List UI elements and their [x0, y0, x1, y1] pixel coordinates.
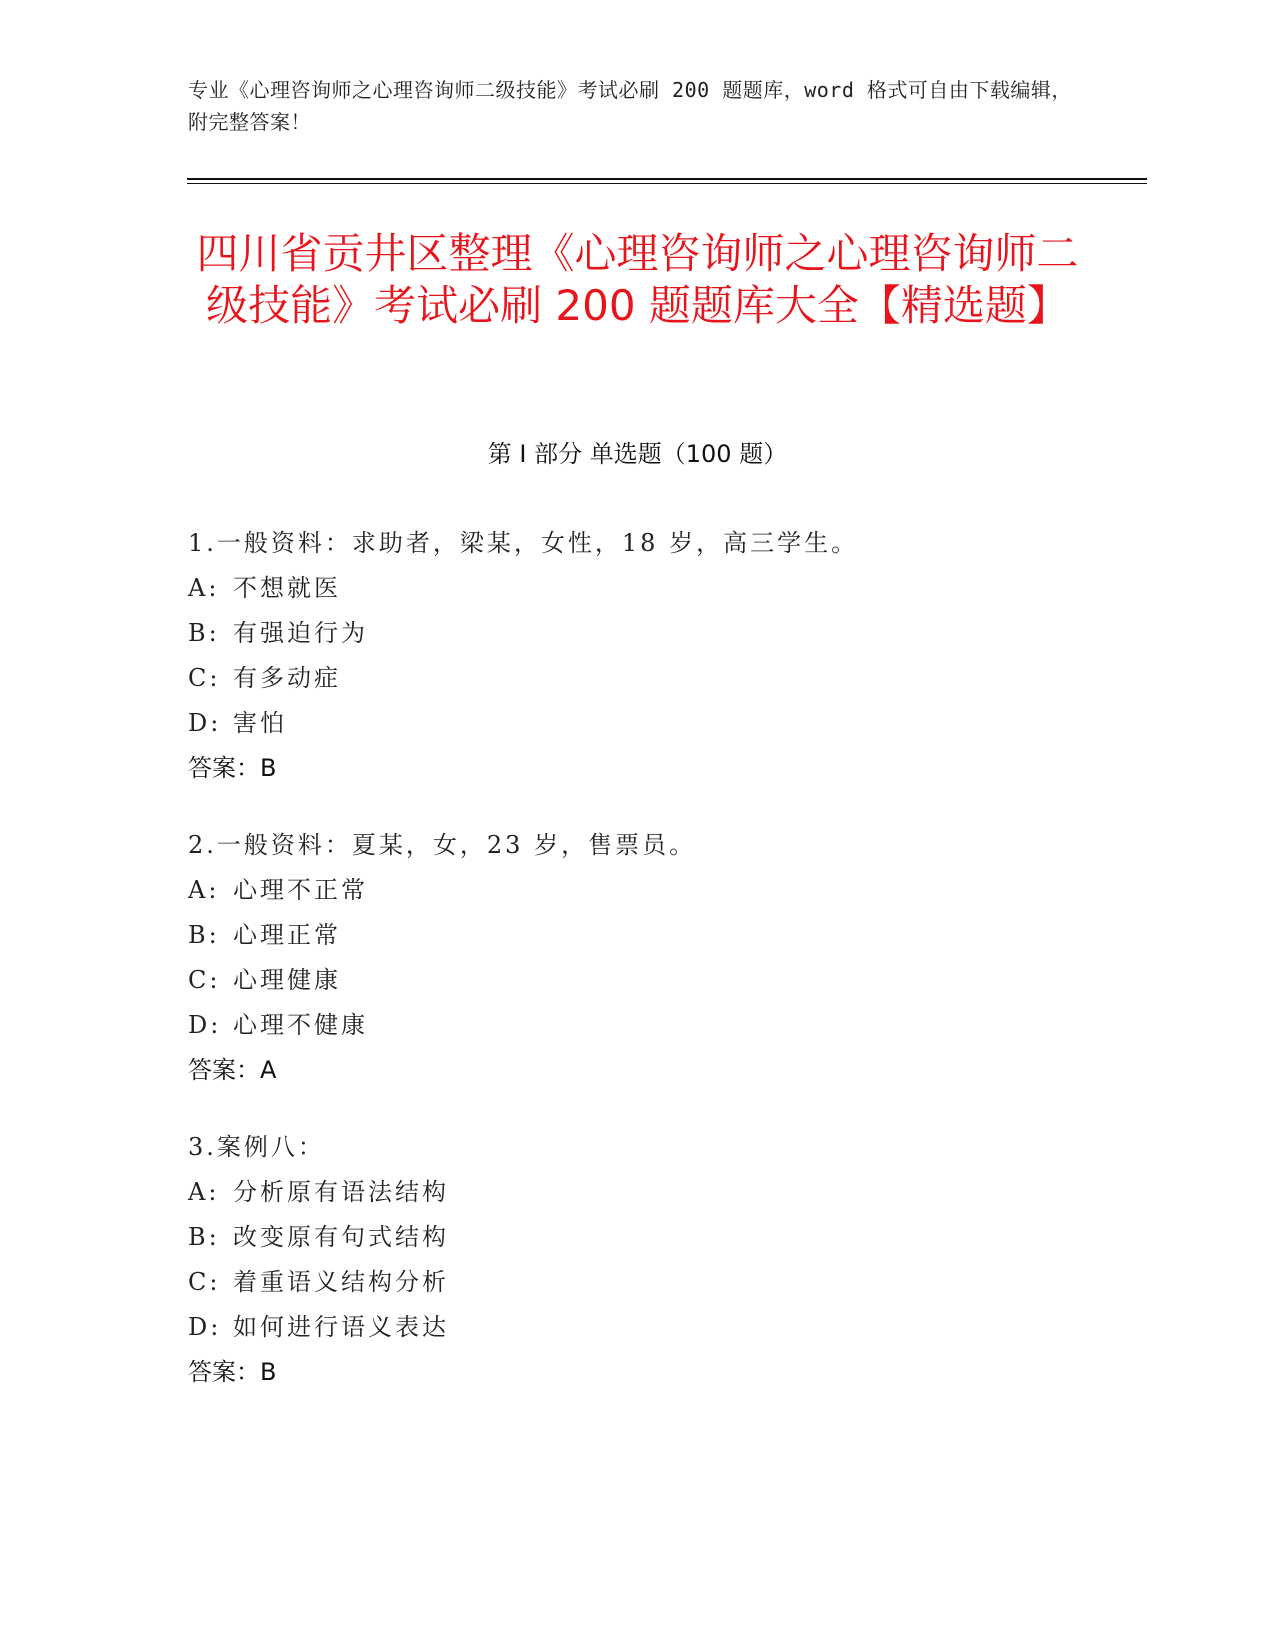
- option-text: 心理健康: [233, 966, 341, 994]
- option-d: [188, 1312, 1148, 1357]
- answer: 答案：B: [188, 1358, 277, 1386]
- option-key: C:: [188, 966, 221, 994]
- option-c: [188, 663, 1148, 708]
- option-key: C:: [188, 1268, 221, 1296]
- option-text: 心理不健康: [233, 1011, 368, 1039]
- question-list: [188, 528, 1148, 1434]
- option-key: B:: [188, 1223, 220, 1251]
- option-key: B:: [188, 921, 220, 949]
- header-rule-thin: [187, 183, 1147, 184]
- question-stem: 2.一般资料：夏某，女，23 岁，售票员。: [188, 831, 697, 859]
- question-2: [188, 830, 1148, 1085]
- option-key: A:: [188, 1178, 220, 1206]
- section-heading: 第 I 部分 单选题（100 题）: [487, 440, 788, 468]
- option-key: B:: [188, 619, 220, 647]
- answer: 答案：B: [188, 754, 277, 782]
- option-text: 着重语义结构分析: [233, 1268, 449, 1296]
- question-3: [188, 1132, 1148, 1387]
- document-title: 四川省贡井区整理《心理咨询师之心理咨询师二级技能》考试必刷 200 题题库大全【精选题】: [196, 229, 1079, 330]
- option-a: [188, 573, 1148, 618]
- option-text: 害怕: [233, 709, 287, 737]
- question-1: [188, 528, 1148, 783]
- option-text: 如何进行语义表达: [233, 1313, 449, 1341]
- question-stem: 1.一般资料：求助者，梁某，女性，18 岁，高三学生。: [188, 529, 859, 557]
- option-a: [188, 1177, 1148, 1222]
- option-d: [188, 708, 1148, 753]
- header-note: 专业《心理咨询师之心理咨询师二级技能》考试必刷 200 题题库，word 格式可自由下载编辑，附完整答案！: [188, 78, 1072, 134]
- answer: 答案：A: [188, 1056, 277, 1084]
- option-key: D:: [188, 1313, 222, 1341]
- option-key: D:: [188, 709, 222, 737]
- option-d: [188, 1010, 1148, 1055]
- option-text: 有多动症: [233, 664, 341, 692]
- option-text: 有强迫行为: [233, 619, 368, 647]
- option-text: 不想就医: [233, 574, 341, 602]
- option-key: A:: [188, 574, 220, 602]
- question-stem: 3.案例八：: [188, 1133, 325, 1161]
- option-b: [188, 1222, 1148, 1267]
- option-text: 改变原有句式结构: [233, 1223, 449, 1251]
- option-c: [188, 965, 1148, 1010]
- option-text: 心理正常: [233, 921, 341, 949]
- option-c: [188, 1267, 1148, 1312]
- option-text: 心理不正常: [233, 876, 368, 904]
- option-a: [188, 875, 1148, 920]
- option-key: A:: [188, 876, 220, 904]
- header-rule-thick: [187, 178, 1147, 180]
- option-key: C:: [188, 664, 221, 692]
- option-b: [188, 920, 1148, 965]
- option-text: 分析原有语法结构: [233, 1178, 449, 1206]
- option-key: D:: [188, 1011, 222, 1039]
- option-b: [188, 618, 1148, 663]
